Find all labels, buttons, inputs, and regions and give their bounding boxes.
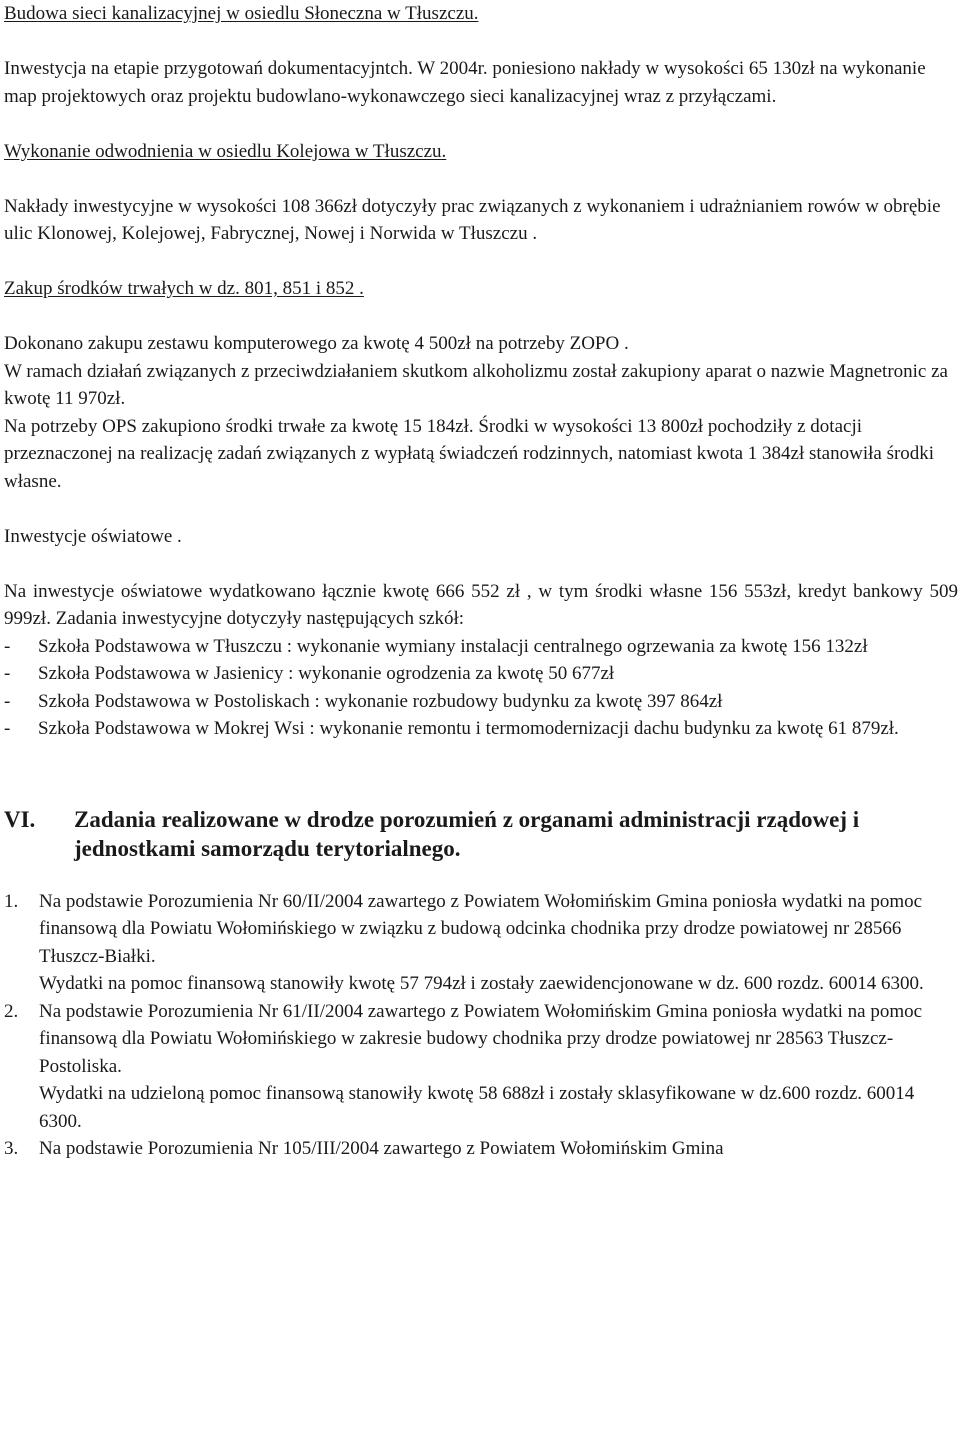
list-marker: - bbox=[4, 690, 11, 712]
list-item bbox=[4, 998, 958, 1136]
section-text-ops: Na potrzeby OPS zakupiono środki trwałe za kwotę 15 184zł. Środki w wysokości 13 800zł pochodziły z dotacji przeznaczonej na realizację zadań związanych z wypłatą świadczeń rodzinnych, natomiast kwota 1 384zł stanowiła środki własne. bbox=[4, 415, 935, 492]
section-title-education: Inwestycje oświatowe . bbox=[4, 525, 182, 547]
list-marker: - bbox=[4, 663, 11, 684]
list-item bbox=[4, 715, 958, 743]
list-item-text: Szkoła Podstawowa w Jasienicy : wykonanie ogrodzenia za kwotę 50 677zł bbox=[38, 663, 615, 684]
list-item-text: Szkoła Podstawowa w Postoliskach : wykonanie rozbudowy budynku za kwotę 397 864zł bbox=[38, 690, 723, 712]
list-marker: - bbox=[4, 718, 11, 739]
list-number: 3. bbox=[4, 1138, 19, 1159]
chapter-title: Zadania realizowane w drodze porozumień z organami administracji rządowej i jednostkami samorządu terytorialnego. bbox=[74, 806, 860, 861]
list-item bbox=[4, 688, 958, 716]
section-title-drainage: Wykonanie odwodnienia w osiedlu Kolejowa w Tłuszczu. bbox=[4, 140, 447, 162]
section-text-sewer: Inwestycja na etapie przygotowań dokumentacyjntch. W 2004r. poniesiono nakłady w wysokości 65 130zł na wykonanie map projektowych oraz projektu budowlano-wykonawczego sieci kanalizacyjnej wraz z przyłączami. bbox=[4, 58, 926, 107]
list-item bbox=[4, 633, 958, 661]
section-text-education: Na inwestycje oświatowe wydatkowano łącznie kwotę 666 552 zł , w tym środki własne 156 553zł, kredyt bankowy 509 999zł. Zadania inwestycyjne dotyczyły następujących szkół: bbox=[4, 580, 958, 629]
list-marker: - bbox=[4, 635, 11, 657]
section-title-sewer: Budowa sieci kanalizacyjnej w osiedlu Słoneczna w Tłuszczu. bbox=[4, 3, 479, 24]
agreement-text: Na podstawie Porozumienia Nr 60/II/2004 zawartego z Powiatem Wołomińskim Gmina poniosła wydatki na pomoc finansową dla Powiatu Wołomińskiego w związku z budową odcinka chodnika przy drodze powiatowej nr 28566 Tłuszcz-Białki. bbox=[39, 890, 923, 967]
list-item-text: Szkoła Podstawowa w Tłuszczu : wykonanie wymiany instalacji centralnego ogrzewania za kwotę 156 132zł bbox=[38, 635, 868, 657]
section-text-magnetronic: W ramach działań związanych z przeciwdziałaniem skutkom alkoholizmu został zakupiony aparat o nazwie Magnetronic za kwotę 11 970zł. bbox=[4, 360, 948, 409]
list-item bbox=[4, 1135, 958, 1163]
school-list bbox=[4, 633, 958, 743]
chapter-number: VI. bbox=[4, 806, 36, 832]
list-item bbox=[4, 888, 958, 998]
list-item-text: Szkoła Podstawowa w Mokrej Wsi : wykonanie remontu i termomodernizacji dachu budynku za kwotę 61 879zł. bbox=[38, 718, 899, 739]
document-page bbox=[4, 0, 958, 1163]
agreement-text: Na podstawie Porozumienia Nr 105/III/2004 zawartego z Powiatem Wołomińskim Gmina bbox=[39, 1138, 724, 1159]
section-text-computer: Dokonano zakupu zestawu komputerowego za kwotę 4 500zł na potrzeby ZOPO . bbox=[4, 333, 629, 354]
agreement-list bbox=[4, 888, 958, 1163]
list-number: 2. bbox=[4, 1000, 19, 1022]
agreement-expense-text: Wydatki na pomoc finansową stanowiły kwotę 57 794zł i zostały zaewidencjonowane w dz. 600 rozdz. 60014 6300. bbox=[39, 973, 924, 994]
agreement-text: Na podstawie Porozumienia Nr 61/II/2004 zawartego z Powiatem Wołomińskim Gmina poniosła wydatki na pomoc finansową dla Powiatu Wołomińskiego w zakresie budowy chodnika przy drodze powiatowej nr 28563 Tłuszcz-Postoliska. bbox=[39, 1000, 923, 1077]
section-title-fixed-assets: Zakup środków trwałych w dz. 801, 851 i 852 . bbox=[4, 278, 364, 299]
section-text-drainage: Nakłady inwestycyjne w wysokości 108 366zł dotyczyły prac związanych z wykonaniem i udrażnianiem rowów w obrębie ulic Klonowej, Kolejowej, Fabrycznej, Nowej i Norwida w Tłuszczu . bbox=[4, 195, 941, 244]
chapter-heading bbox=[4, 805, 958, 863]
agreement-expense-text: Wydatki na udzieloną pomoc finansową stanowiły kwotę 58 688zł i zostały sklasyfikowane w dz.600 rozdz. 60014 6300. bbox=[39, 1083, 915, 1132]
list-number: 1. bbox=[4, 890, 19, 912]
list-item bbox=[4, 660, 958, 688]
